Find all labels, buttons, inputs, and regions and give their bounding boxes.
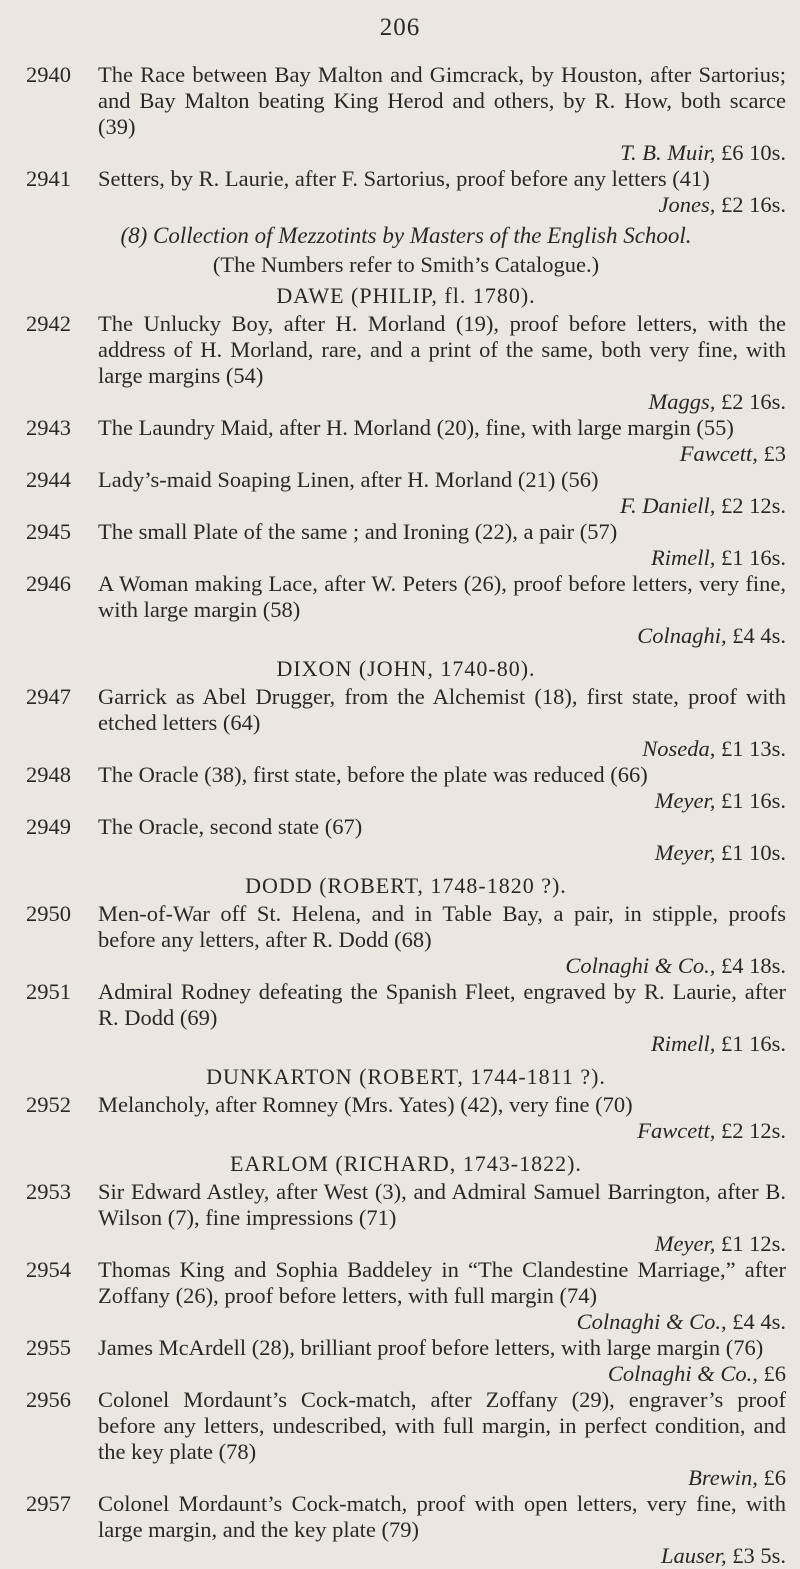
- lot-description: Lady’s-maid Soaping Linen, after H. Morland (21) (56) F. Daniell, £2 12s.: [98, 467, 786, 518]
- lot-entry: [26, 1257, 786, 1335]
- lot-description: The small Plate of the same ; and Ironing (22), a pair (57) Rimell, £1 16s.: [98, 519, 786, 570]
- lot-number: 2948: [26, 762, 71, 787]
- lot-description: Colonel Mordaunt’s Cock-match, proof with open letters, very fine, with large margin, and the key plate (79) Lauser, £3 5s.: [98, 1491, 786, 1568]
- buyer-name: Lauser,: [660, 1543, 727, 1568]
- lot-description: Colonel Mordaunt’s Cock-match, after Zoffany (29), engraver’s proof before any letters, undescribed, with full margin, in perfect condition, and the key plate (78) Brewin, £6: [98, 1387, 786, 1490]
- buyer-name: Fawcett,: [679, 441, 758, 466]
- lot-entry: [26, 1092, 786, 1144]
- buyer-name: Colnaghi & Co.,: [576, 1309, 727, 1334]
- lot-number: 2942: [26, 311, 71, 336]
- buyer-name: Noseda,: [642, 736, 716, 761]
- buyer-name: Fawcett,: [637, 1118, 716, 1143]
- lot-entry: [26, 62, 786, 166]
- lot-entry: [26, 1335, 786, 1387]
- lot-number: 2954: [26, 1257, 71, 1282]
- lot-entry: [26, 1179, 786, 1257]
- lot-price: £6 10s.: [720, 140, 786, 165]
- lot-entry: [26, 467, 786, 519]
- buyer-name: Meyer,: [654, 840, 716, 865]
- lot-description: Melancholy, after Romney (Mrs. Yates) (42), very fine (70) Fawcett, £2 12s.: [98, 1092, 786, 1143]
- lot-description: The Oracle (38), first state, before the plate was reduced (66) Meyer, £1 16s.: [98, 762, 786, 813]
- lot-number: 2951: [26, 979, 71, 1004]
- buyer-name: T. B. Muir,: [620, 140, 716, 165]
- lot-price: £3 5s.: [732, 1543, 786, 1568]
- section-heading: (8) Collection of Mezzotints by Masters of the English School.: [120, 223, 692, 248]
- lot-price: £2 16s.: [720, 389, 786, 414]
- lot-number: 2940: [26, 62, 71, 87]
- lot-price: £1 16s.: [720, 545, 786, 570]
- lot-price: £2 12s.: [720, 493, 786, 518]
- lot-entry: [26, 901, 786, 979]
- lot-number: 2950: [26, 901, 71, 926]
- lot-description: The Oracle, second state (67) Meyer, £1 10s.: [98, 814, 786, 865]
- lot-number: 2944: [26, 467, 71, 492]
- lot-number: 2947: [26, 684, 71, 709]
- lot-price: £1 12s.: [720, 1231, 786, 1256]
- lot-description: Garrick as Abel Drugger, from the Alchemist (18), first state, proof with etched letters (64) Noseda, £1 13s.: [98, 684, 786, 761]
- buyer-name: Meyer,: [654, 788, 716, 813]
- lot-price: £1 16s.: [720, 1031, 786, 1056]
- lot-entry: [26, 311, 786, 415]
- buyer-name: Rimell,: [651, 545, 716, 570]
- buyer-name: Meyer,: [654, 1231, 716, 1256]
- buyer-name: Rimell,: [651, 1031, 716, 1056]
- page-content: [26, 62, 786, 1569]
- lot-number: 2943: [26, 415, 71, 440]
- lot-description: Sir Edward Astley, after West (3), and Admiral Samuel Barrington, after B. Wilson (7), fine impressions (71) Meyer, £1 12s.: [98, 1179, 786, 1256]
- lot-entry: [26, 571, 786, 649]
- lot-description: Men-of-War off St. Helena, and in Table Bay, a pair, in stipple, proofs before any letters, after R. Dodd (68) Colnaghi & Co., £4 18s.: [98, 901, 786, 978]
- artist-heading: DODD (ROBERT, 1748-1820 ?).: [245, 873, 567, 898]
- lot-number: 2955: [26, 1335, 71, 1360]
- lot-entry: [26, 1491, 786, 1569]
- artist-heading: DUNKARTON (ROBERT, 1744-1811 ?).: [206, 1064, 606, 1089]
- lot-entry: [26, 684, 786, 762]
- lot-price: £2 12s.: [720, 1118, 786, 1143]
- lot-description: Thomas King and Sophia Baddeley in “The Clandestine Marriage,” after Zoffany (26), proof before letters, with full margin (74) Colnaghi & Co., £4 4s.: [98, 1257, 786, 1334]
- lot-entry: [26, 814, 786, 866]
- lot-number: 2941: [26, 166, 71, 191]
- lot-price: £6: [763, 1465, 786, 1490]
- buyer-name: Colnaghi,: [637, 623, 727, 648]
- lot-entry: [26, 166, 786, 218]
- page-number: 206: [379, 14, 421, 41]
- artist-heading: DIXON (JOHN, 1740-80).: [276, 656, 536, 681]
- lot-number: 2953: [26, 1179, 71, 1204]
- lot-number: 2945: [26, 519, 71, 544]
- section-note: (The Numbers refer to Smith’s Catalogue.): [212, 252, 600, 277]
- lot-price: £1 10s.: [720, 840, 786, 865]
- lot-description: A Woman making Lace, after W. Peters (26), proof before letters, very fine, with large margin (58) Colnaghi, £4 4s.: [98, 571, 786, 648]
- buyer-name: Maggs,: [648, 389, 716, 414]
- lot-price: £3: [763, 441, 786, 466]
- buyer-name: Jones,: [658, 192, 716, 217]
- lot-entry: [26, 1387, 786, 1491]
- buyer-name: Colnaghi & Co.,: [607, 1361, 758, 1386]
- lot-entry: [26, 519, 786, 571]
- artist-heading: DAWE (PHILIP, fl. 1780).: [276, 283, 536, 308]
- artist-heading: EARLOM (RICHARD, 1743-1822).: [230, 1151, 582, 1176]
- lot-number: 2949: [26, 814, 71, 839]
- buyer-name: F. Daniell,: [620, 493, 716, 518]
- lot-price: £4 18s.: [720, 953, 786, 978]
- lot-description: The Unlucky Boy, after H. Morland (19), proof before letters, with the address of H. Morland, rare, and a print of the same, both very fine, with large margins (54) Maggs, £2 16s.: [98, 311, 786, 414]
- lot-price: £4 4s.: [732, 623, 786, 648]
- buyer-name: Brewin,: [688, 1465, 758, 1490]
- lot-price: £1 16s.: [720, 788, 786, 813]
- lot-entry: [26, 415, 786, 467]
- lot-description: The Laundry Maid, after H. Morland (20), fine, with large margin (55) Fawcett, £3: [98, 415, 786, 466]
- lot-price: £4 4s.: [732, 1309, 786, 1334]
- lot-description: The Race between Bay Malton and Gimcrack, by Houston, after Sartorius; and Bay Malton beating King Herod and others, by R. How, both scarce (39) T. B. Muir, £6 10s.: [98, 62, 786, 165]
- lot-number: 2946: [26, 571, 71, 596]
- lot-description: James McArdell (28), brilliant proof before letters, with large margin (76) Colnaghi & Co., £6: [98, 1335, 786, 1386]
- lot-number: 2952: [26, 1092, 71, 1117]
- lot-entry: [26, 979, 786, 1057]
- lot-price: £2 16s.: [720, 192, 786, 217]
- lot-number: 2956: [26, 1387, 71, 1412]
- lot-number: 2957: [26, 1491, 71, 1516]
- lot-description: Admiral Rodney defeating the Spanish Fleet, engraved by R. Laurie, after R. Dodd (69) Rimell, £1 16s.: [98, 979, 786, 1056]
- buyer-name: Colnaghi & Co.,: [565, 953, 716, 978]
- artist-groups: [26, 282, 786, 1569]
- lot-price: £1 13s.: [720, 736, 786, 761]
- lot-entry: [26, 762, 786, 814]
- lot-description: Setters, by R. Laurie, after F. Sartorius, proof before any letters (41) Jones, £2 16s.: [98, 166, 786, 217]
- lot-price: £6: [763, 1361, 786, 1386]
